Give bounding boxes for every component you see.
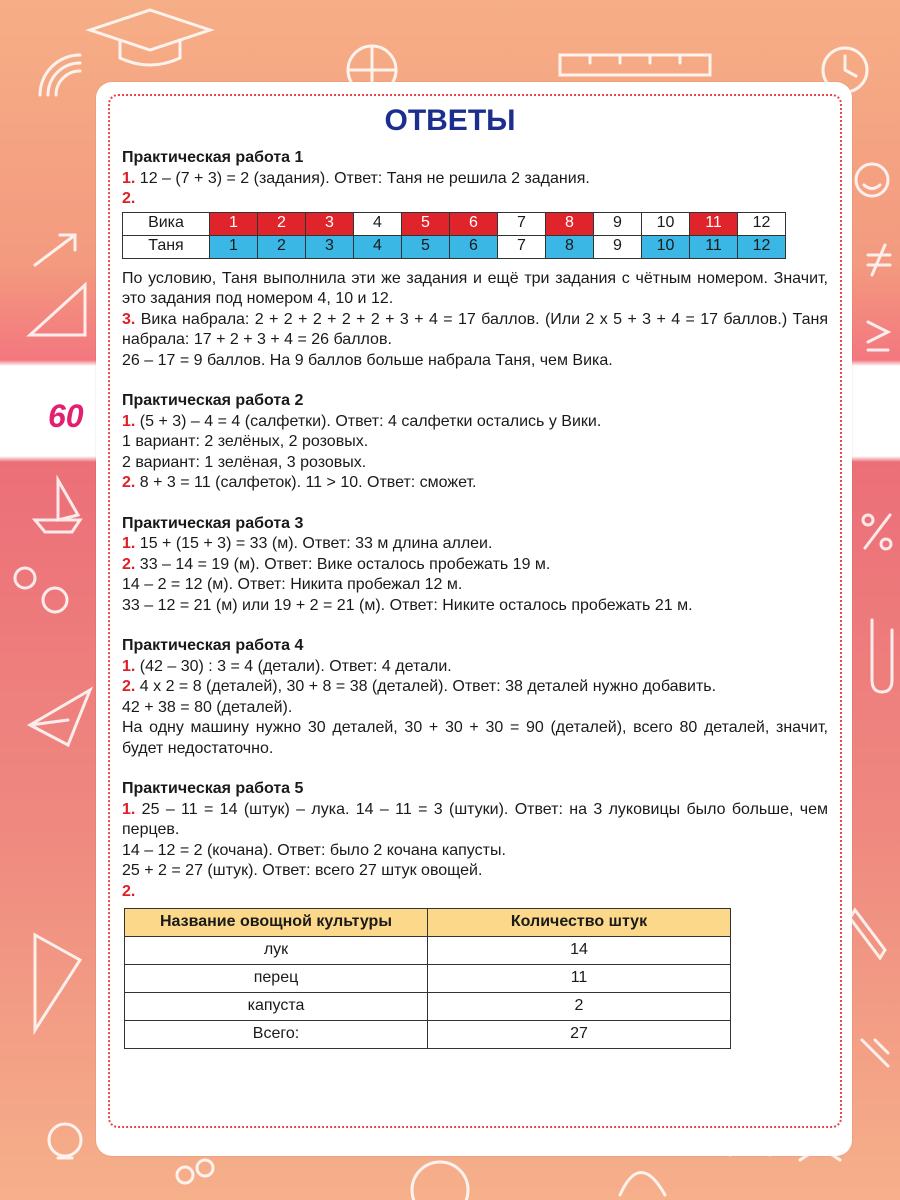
answer-text: 12 – (7 + 3) = 2 (задания). Ответ: Таня не решила 2 задания.	[135, 169, 590, 187]
answer-line	[122, 310, 828, 351]
table-row	[125, 965, 731, 993]
score-cell: 8	[546, 235, 594, 258]
score-cell: 5	[402, 235, 450, 258]
ruler-icon	[560, 55, 710, 75]
table-cell: лук	[125, 937, 428, 965]
sailboat-icon	[35, 480, 80, 532]
answer-line	[122, 189, 828, 210]
table-cell: Всего:	[125, 1021, 428, 1049]
item-number: 2.	[122, 190, 136, 207]
score-cell: 5	[402, 212, 450, 235]
answer-text: 4 х 2 = 8 (деталей), 30 + 8 = 38 (деталей). Ответ: 38 деталей нужно добавить.	[135, 678, 717, 695]
table-cell: 14	[428, 937, 731, 965]
answer-text: 2 вариант: 1 зелёная, 3 розовых.	[122, 453, 367, 471]
score-cell: 7	[498, 212, 546, 235]
arrow-icon	[35, 235, 75, 265]
score-cell: 4	[354, 235, 402, 258]
answer-line	[122, 534, 828, 555]
score-cell: 8	[546, 212, 594, 235]
score-cell: 1	[210, 212, 258, 235]
table-cell: перец	[125, 965, 428, 993]
score-cell: 12	[738, 235, 786, 258]
section-heading: Практическая работа 1	[122, 149, 304, 166]
answer-line	[122, 473, 828, 494]
paper-plane-icon	[30, 690, 90, 745]
table-row	[125, 993, 731, 1021]
answer-text: 33 – 14 = 19 (м). Ответ: Вике осталось пробежать 19 м.	[135, 555, 551, 573]
score-cell: 1	[210, 235, 258, 258]
table-cell: 27	[428, 1021, 731, 1049]
table-header-row	[125, 909, 731, 937]
column-header: Название овощной культуры	[125, 909, 428, 937]
percent-icon	[863, 515, 891, 549]
answer-line	[122, 800, 828, 841]
triangle-ruler-icon	[30, 285, 85, 335]
score-cell: 2	[258, 235, 306, 258]
row-name: Вика	[123, 212, 210, 235]
ball-icon	[412, 1162, 468, 1200]
wifi-icon	[40, 55, 80, 95]
score-cell: 3	[306, 212, 354, 235]
lightbulb-icon	[49, 1124, 81, 1158]
answer-text: По условию, Таня выполнила эти же задания и ещё три задания с чётным номером. Значит, это задания под номером 4, 10 и 12.	[122, 269, 828, 307]
column-header: Количество штук	[428, 909, 731, 937]
answer-text: 42 + 38 = 80 (деталей).	[122, 698, 293, 716]
answer-text: 25 – 11 = 14 (штук) – лука. 14 – 11 = 3 (штуки). Ответ: на 3 луковицы было больше, чем перцев.	[122, 800, 828, 838]
page-number: 60	[48, 398, 84, 434]
row-name: Таня	[123, 235, 210, 258]
page-title: ОТВЕТЫ	[384, 104, 516, 137]
score-cell: 4	[354, 212, 402, 235]
item-number: 1.	[122, 800, 136, 818]
item-number: 1.	[122, 535, 136, 552]
item-number: 1.	[122, 657, 136, 675]
answer-text: 33 – 12 = 21 (м) или 19 + 2 = 21 (м). Ответ: Никите осталось пробежать 21 м.	[122, 596, 693, 614]
score-cell: 9	[594, 235, 642, 258]
item-number: 2.	[122, 474, 136, 491]
answer-text: 1 вариант: 2 зелёных, 2 розовых.	[122, 433, 369, 450]
answer-line	[122, 169, 828, 190]
score-cell: 9	[594, 212, 642, 235]
gears-icon	[15, 568, 67, 612]
pin-icon	[862, 1040, 888, 1066]
score-table	[122, 212, 786, 259]
score-cell: 2	[258, 212, 306, 235]
score-cell: 10	[642, 235, 690, 258]
section-heading: Практическая работа 4	[122, 637, 304, 654]
answer-line	[122, 882, 828, 903]
answers-content	[122, 148, 828, 1049]
pencil-icon	[850, 910, 885, 958]
answer-text: 14 – 12 = 2 (кочана). Ответ: было 2 кочана капусты.	[122, 841, 506, 859]
answer-line	[122, 412, 828, 433]
answer-text: 8 + 3 = 11 (салфеток). 11 > 10. Ответ: сможет.	[135, 474, 477, 491]
table-cell: капуста	[125, 993, 428, 1021]
score-cell: 12	[738, 212, 786, 235]
score-cell: 6	[450, 212, 498, 235]
not-equal-icon	[868, 245, 890, 275]
table-row	[123, 212, 786, 235]
greater-equal-icon	[868, 322, 888, 350]
berries-icon	[177, 1160, 213, 1183]
score-cell: 3	[306, 235, 354, 258]
score-cell: 6	[450, 235, 498, 258]
section-heading: Практическая работа 5	[122, 780, 304, 797]
score-cell: 7	[498, 235, 546, 258]
item-number: 3.	[122, 310, 136, 328]
item-number: 2.	[122, 555, 136, 573]
item-number: 2.	[122, 678, 136, 695]
table-row	[123, 235, 786, 258]
vegetables-table	[124, 908, 731, 1049]
answer-text: 25 + 2 = 27 (штук). Ответ: всего 27 штук овощей.	[122, 862, 483, 879]
score-cell: 11	[690, 235, 738, 258]
table-row	[125, 937, 731, 965]
answer-text: 14 – 2 = 12 (м). Ответ: Никита пробежал 12 м.	[122, 576, 463, 593]
item-number: 2.	[122, 882, 136, 900]
answer-line	[122, 657, 828, 678]
smiley-icon	[856, 164, 888, 196]
answer-line	[122, 555, 828, 576]
answer-text: 15 + (15 + 3) = 33 (м). Ответ: 33 м длина аллеи.	[135, 535, 493, 552]
score-cell: 10	[642, 212, 690, 235]
triangle-icon	[35, 935, 80, 1030]
graduation-cap-icon	[90, 10, 210, 65]
paperclip-icon	[872, 620, 892, 692]
answer-text: (5 + 3) – 4 = 4 (салфетки). Ответ: 4 салфетки остались у Вики.	[135, 412, 602, 430]
section-heading: Практическая работа 2	[122, 392, 304, 409]
answer-line	[122, 677, 828, 698]
item-number: 1.	[122, 169, 136, 187]
answer-text: (42 – 30) : 3 = 4 (детали). Ответ: 4 детали.	[135, 657, 452, 675]
section-heading: Практическая работа 3	[122, 514, 304, 532]
item-number: 1.	[122, 412, 136, 430]
table-cell: 11	[428, 965, 731, 993]
score-cell: 11	[690, 212, 738, 235]
answer-text: 26 – 17 = 9 баллов. На 9 баллов больше набрала Таня, чем Вика.	[122, 351, 613, 369]
table-cell: 2	[428, 993, 731, 1021]
answer-text: На одну машину нужно 30 деталей, 30 + 30 + 30 = 90 (деталей), всего 80 деталей, значит, будет недостаточно.	[122, 719, 828, 757]
answer-text: Вика набрала: 2 + 2 + 2 + 2 + 2 + 3 + 4 = 17 баллов. (Или 2 х 5 + 3 + 4 = 17 баллов.) Таня набрала: 17 + 2 + 3 + 4 = 26 баллов.	[122, 310, 828, 348]
table-row	[125, 1021, 731, 1049]
